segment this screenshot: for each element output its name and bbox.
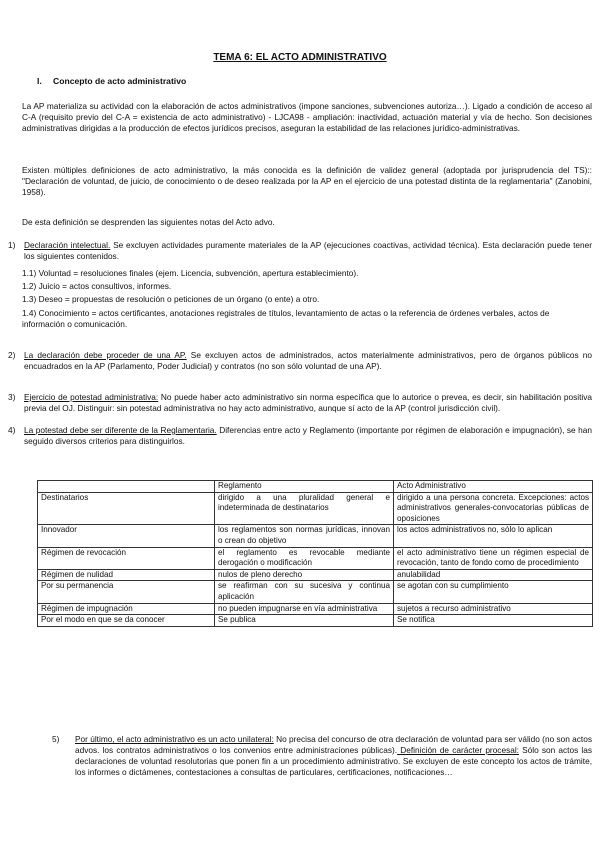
- item-text-secondary: Sólo son actos las declaraciones de voluntad resolutorias que ponen fin a un procedimiento administrativo. Se excluyen de este concepto los actos de trámite, los informes o dictámenes, contestaciones a consultas de particulares, certificaciones, notificaciones…: [75, 745, 592, 777]
- item-heading: La potestad debe ser diferente de la Reglamentaria.: [24, 425, 217, 435]
- list-item-2: [8, 350, 592, 372]
- section-number: I.: [37, 76, 42, 86]
- table-cell: se agotan con su cumplimiento: [394, 581, 593, 603]
- sub-item-1-2: 1.2) Juicio = actos consultivos, informes.: [22, 281, 172, 291]
- table-cell: sujetos a recurso administrativo: [394, 603, 593, 615]
- table-cell: Régimen de nulidad: [38, 569, 215, 581]
- item-heading: Por último, el acto administrativo es un acto unilateral:: [75, 734, 274, 744]
- item-text: Se excluyen actos de administrados, actos materialmente administrativos, pero de órganos públicos no encuadrados en la AP (Parlamento, Poder Judicial) y contratos (no son sólo voluntad de una AP).: [24, 350, 592, 371]
- table-cell: los reglamentos son normas jurídicas, innovan o crean do objetivo: [215, 525, 394, 547]
- item-number: 4): [8, 425, 16, 435]
- table-row: [38, 547, 593, 569]
- table-cell: no pueden impugnarse en vía administrativa: [215, 603, 394, 615]
- list-item-4: [8, 425, 592, 447]
- table-cell: Régimen de impugnación: [38, 603, 215, 615]
- item-number: 3): [8, 392, 16, 402]
- paragraph-intro: La AP materializa su actividad con la elaboración de actos administrativos (impone sanciones, subvenciones autoriza…). Ligado a condición de acceso al C-A (requisito previo del C-A = existencia de acto administrativo) - LJCA98 - ampliación: inactividad, actuación material y vía de hecho. Son decisiones administrativas dirigidas a la producción de efectos jurídicos precisos, aseguran la estabilidad de las relaciones jurídico-administrativas.: [22, 101, 592, 133]
- table-cell: Innovador: [38, 525, 215, 547]
- table-cell: dirigido a una pluralidad general e indeterminada de destinatarios: [215, 492, 394, 525]
- table-cell: Se notifica: [394, 615, 593, 627]
- comparison-table: [37, 480, 593, 627]
- item-heading: La declaración debe proceder de una AP.: [24, 350, 187, 360]
- item-number: 1): [8, 240, 16, 250]
- table-cell: Por el modo en que se da conocer: [38, 615, 215, 627]
- item-text: No puede haber acto administrativo sin norma específica que lo autorice o prevea, es decir, sin habilitación positiva previa del OJ. Distinguir: sin potestad administrativa no hay acto administrativo, aunque sí acto de la AP (control jurisdicción civil).: [24, 392, 592, 413]
- item-heading-secondary: Definición de carácter procesal:: [397, 745, 519, 755]
- section-heading: [37, 76, 186, 87]
- table-cell: dirigido a una persona concreta. Excepciones: actos administrativos generales-convocatorias públicas de oposiciones: [394, 492, 593, 525]
- document-title: TEMA 6: EL ACTO ADMINISTRATIVO: [213, 52, 387, 63]
- item-text: No precisa del concurso de otra declaración de voluntad para ser válido (no son actos advos. los contratos administrativos o los convenios entre administraciones públicas).: [75, 734, 592, 755]
- item-text: Diferencias entre acto y Reglamento (importante por régimen de elaboración e impugnación), se han seguido diversos criterios para distinguirlos.: [24, 425, 592, 446]
- paragraph-definition: Existen múltiples definiciones de acto administrativo, la más conocida es la definición de validez general (adoptada por jurisprudencia del TS):: "Declaración de voluntad, de juicio, de conocimiento o de deseo realizada por la AP en el ejercicio de una potestad distinta de la reglamentaria" (Zanobini, 1958).: [22, 165, 592, 197]
- table-cell: Destinatarios: [38, 492, 215, 525]
- table-cell: Por su permanencia: [38, 581, 215, 603]
- table-row: [38, 569, 593, 581]
- table-row: [38, 603, 593, 615]
- table-header-cell: Reglamento: [215, 481, 394, 493]
- item-heading: Declaración intelectual.: [24, 240, 111, 250]
- table-cell: Se publica: [215, 615, 394, 627]
- table-cell: Régimen de revocación: [38, 547, 215, 569]
- sub-item-1-3: 1.3) Deseo = propuestas de resolución o peticiones de un órgano (o ente) a otro.: [22, 294, 320, 304]
- list-item-3: [8, 392, 592, 414]
- table-row: [38, 581, 593, 603]
- table-header-row: [38, 481, 593, 493]
- item-text: Se excluyen actividades puramente materiales de la AP (ejecuciones coactivas, actividad técnica). Esta declaración puede tener los siguientes contenidos.: [24, 240, 593, 261]
- table-cell: los actos administrativos no, sólo lo aplican: [394, 525, 593, 547]
- list-item-5: [52, 734, 592, 778]
- table-cell: el acto administrativo tiene un régimen especial de revocación, tanto de fondo como de procedimiento: [394, 547, 593, 569]
- table-cell: se reafirman con su sucesiva y continua aplicación: [215, 581, 394, 603]
- table-row: [38, 525, 593, 547]
- item-number: 2): [8, 350, 16, 360]
- table-header-cell: Acto Administrativo: [394, 481, 593, 493]
- paragraph-notes: De esta definición se desprenden las siguientes notas del Acto advo.: [22, 217, 275, 227]
- section-title: Concepto de acto administrativo: [53, 76, 187, 86]
- list-item-1: [8, 240, 592, 262]
- table-cell: nulos de pleno derecho: [215, 569, 394, 581]
- sub-item-1-4: 1.4) Conocimiento = actos certificantes, anotaciones registrales de títulos, levantamiento de actas o la referencia de órdenes verbales, actos de información o comunicación.: [22, 308, 550, 329]
- table-row: [38, 615, 593, 627]
- table-cell: anulabilidad: [394, 569, 593, 581]
- table-cell: el reglamento es revocable mediante derogación o modificación: [215, 547, 394, 569]
- table-header-cell: [38, 481, 215, 493]
- sub-item-1-1: 1.1) Voluntad = resoluciones finales (ejem. Licencia, subvención, apertura establecimiento).: [22, 268, 359, 278]
- item-heading: Ejercicio de potestad administrativa:: [24, 392, 159, 402]
- table-row: [38, 492, 593, 525]
- item-number: 5): [52, 734, 60, 744]
